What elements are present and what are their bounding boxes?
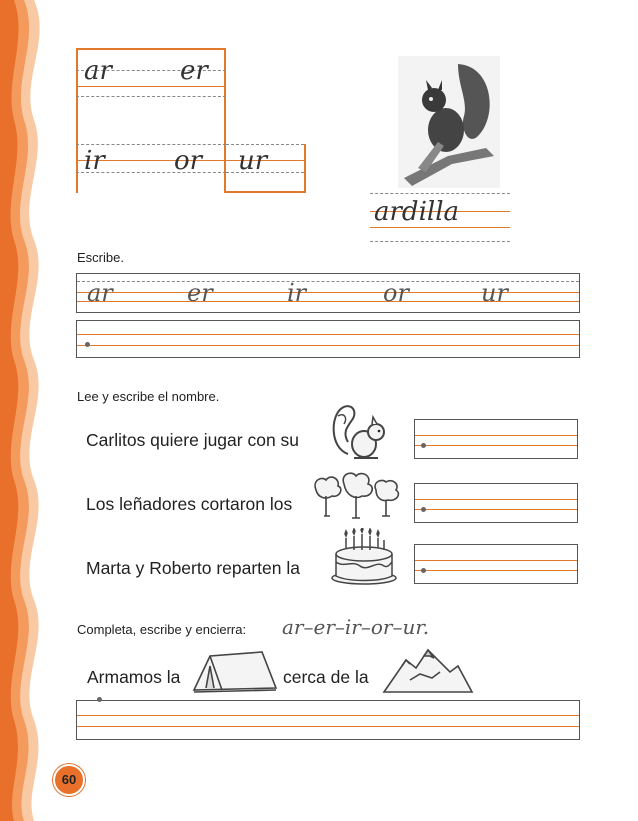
cursive-ar: ar [87, 279, 113, 307]
answer-lines-2[interactable] [414, 483, 578, 523]
instruction-escribe: Escribe. [77, 250, 124, 265]
writing-lines-empty[interactable] [76, 320, 580, 358]
start-dot [97, 697, 102, 702]
writing-lines-final[interactable] [76, 700, 580, 740]
sentence-cerca: cerca de la [283, 667, 369, 687]
option-ir[interactable]: ir [344, 615, 361, 639]
decorative-border [0, 0, 62, 821]
syllable-or: or [174, 146, 203, 176]
syllable-box [76, 48, 226, 193]
sentence-3: Marta y Roberto reparten la [86, 558, 300, 578]
start-dot [421, 568, 426, 573]
start-dot [421, 507, 426, 512]
syllable-ur: ur [238, 146, 268, 176]
syllable-box-extension [226, 144, 306, 193]
tent-icon [192, 648, 278, 694]
option-separator: – [334, 615, 345, 639]
ardilla-lines [370, 193, 510, 243]
writing-lines-syllables [76, 273, 580, 313]
mountain-icon [380, 646, 476, 696]
sentence-1: Carlitos quiere jugar con su [86, 430, 300, 450]
cursive-ur: ur [481, 279, 508, 307]
option-separator: – [360, 615, 371, 639]
page-number: 60 [61, 772, 77, 787]
cursive-ir: ir [287, 279, 307, 307]
syllable-er: er [180, 56, 208, 86]
cursive-er: er [187, 279, 213, 307]
cursive-or: or [383, 279, 409, 307]
option-ur[interactable]: ur [402, 615, 423, 639]
ardilla-word: ardilla [374, 197, 460, 227]
start-dot [85, 342, 90, 347]
sentence-armamos: Armamos la [87, 667, 181, 687]
instruction-lee-escribe: Lee y escribe el nombre. [77, 389, 220, 404]
squirrel-photo-icon [398, 56, 500, 188]
options-period: . [422, 615, 430, 639]
option-er[interactable]: er [313, 615, 335, 639]
syllable-ir: ir [84, 146, 105, 176]
trees-icon [312, 470, 402, 520]
syllable-ar: ar [84, 56, 112, 86]
option-separator: – [392, 615, 403, 639]
option-or[interactable]: or [370, 615, 393, 639]
options-row [282, 615, 429, 639]
sentence-2: Los leñadores cortaron los [86, 494, 293, 514]
squirrel-icon [328, 402, 394, 464]
start-dot [421, 443, 426, 448]
instruction-completa: Completa, escribe y encierra: [77, 622, 247, 637]
page-number-badge [53, 764, 85, 796]
answer-lines-1[interactable] [414, 419, 578, 459]
option-ar[interactable]: ar [282, 615, 304, 639]
cake-icon [328, 528, 400, 586]
answer-lines-3[interactable] [414, 544, 578, 584]
option-separator: – [303, 615, 314, 639]
